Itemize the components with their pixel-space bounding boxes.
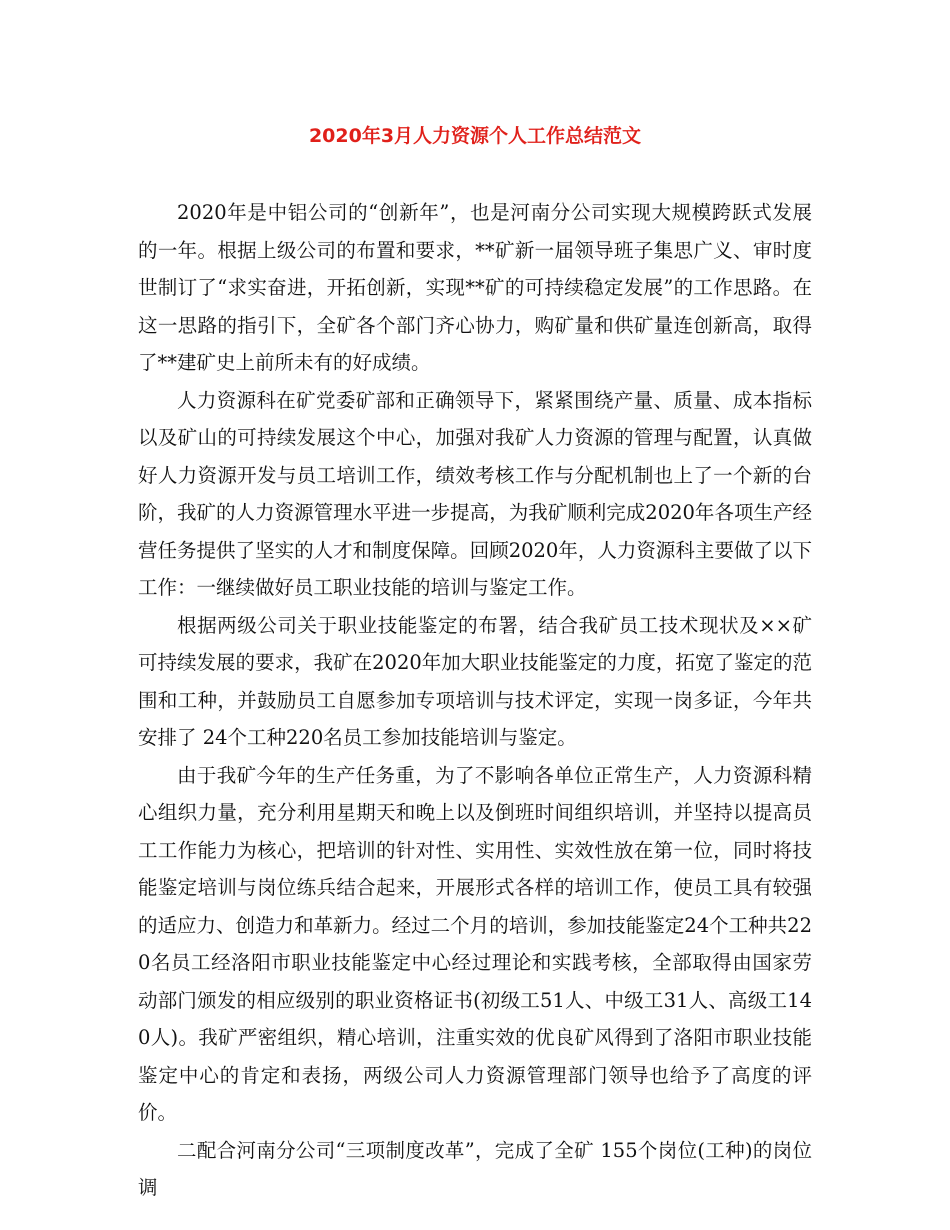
document-body (138, 194, 812, 1207)
paragraph-4: 由于我矿今年的生产任务重，为了不影响各单位正常生产，人力资源科精心组织力量，充分利用星期天和晚上以及倒班时间组织培训，并坚持以提高员工工作能力为核心，把培训的针对性、实用性、实效性放在第一位，同时将技能鉴定培训与岗位练兵结合起来，开展形式各样的培训工作，使员工具有较强的适应力、创造力和革新力。经过二个月的培训，参加技能鉴定24个工种共220名员工经洛阳市职业技能鉴定中心经过理论和实践考核，全部取得由国家劳动部门颁发的相应级别的职业资格证书(初级工51人、中级工31人、高级工140人)。我矿严密组织，精心培训，注重实效的优良矿风得到了洛阳市职业技能鉴定中心的肯定和表扬，两级公司人力资源管理部门领导也给予了高度的评价。 (138, 763, 812, 1124)
paragraph-1: 2020年是中铝公司的“创新年”，也是河南分公司实现大规模跨跃式发展的一年。根据上级公司的布置和要求，**矿新一届领导班子集思广义、审时度世制订了“求实奋进，开拓创新，实现**矿的可持续稳定发展”的工作思路。在这一思路的指引下，全矿各个部门齐心协力，购矿量和供矿量连创新高，取得了**建矿史上前所未有的好成绩。 (138, 201, 812, 374)
paragraph-5: 二配合河南分公司“三项制度改革”，完成了全矿 155个岗位(工种)的岗位调 (138, 1138, 812, 1199)
document-title: 2020年3月人力资源个人工作总结范文 (308, 125, 642, 147)
paragraph-2: 人力资源科在矿党委矿部和正确领导下，紧紧围绕产量、质量、成本指标以及矿山的可持续发展这个中心，加强对我矿人力资源的管理与配置，认真做好人力资源开发与员工培训工作，绩效考核工作与分配机制也上了一个新的台阶，我矿的人力资源管理水平进一步提高，为我矿顺利完成2020年各项生产经营任务提供了坚实的人才和制度保障。回顾2020年，人力资源科主要做了以下工作：一继续做好员工职业技能的培训与鉴定工作。 (138, 388, 812, 599)
paragraph-3: 根据两级公司关于职业技能鉴定的布署，结合我矿员工技术现状及××矿可持续发展的要求，我矿在2020年加大职业技能鉴定的力度，拓宽了鉴定的范围和工种，并鼓励员工自愿参加专项培训与技术评定，实现一岗多证，今年共安排了 24个工种220名员工参加技能培训与鉴定。 (138, 613, 812, 749)
